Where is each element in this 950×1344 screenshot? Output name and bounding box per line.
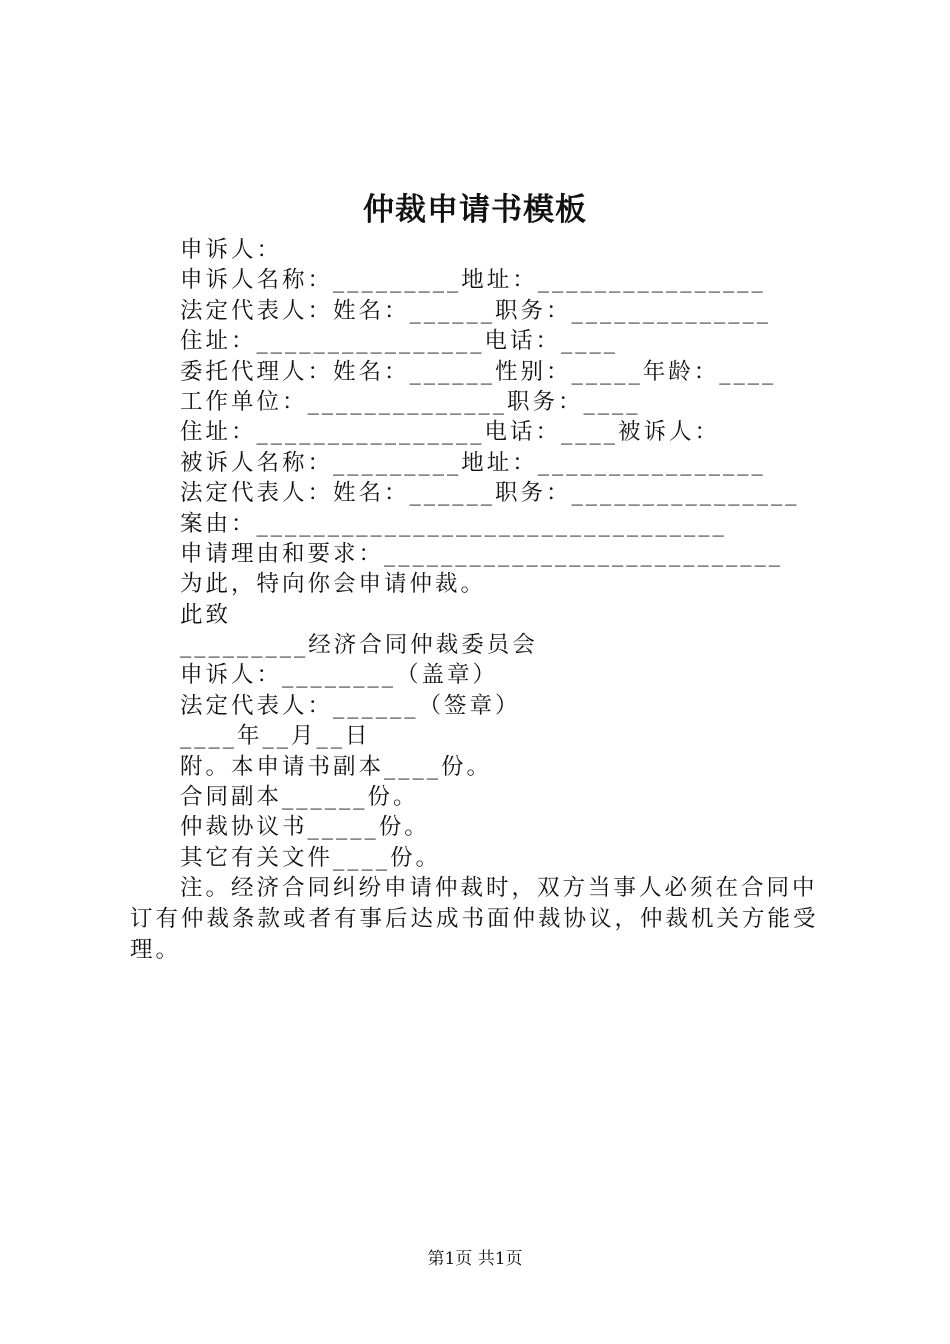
- legal-rep-signature-line: 法定代表人：______（签章）: [180, 692, 521, 719]
- page-footer: 第1页 共1页: [427, 1249, 523, 1269]
- respondent-legal-rep-line: 法定代表人：姓名：______职务：________________: [180, 480, 800, 507]
- request-statement: 为此，特向你会申请仲裁。: [180, 571, 487, 598]
- committee-line: _________经济合同仲裁委员会: [180, 632, 538, 659]
- complainant-legal-rep-line: 法定代表人：姓名：______职务：______________: [180, 297, 772, 324]
- complainant-name-line: 申诉人名称：_________地址：________________: [180, 267, 766, 294]
- document-body: [130, 235, 840, 966]
- agent-work-unit-line: 工作单位：______________职务：____: [180, 388, 641, 415]
- complainant-seal-line: 申诉人：________（盖章）: [180, 662, 499, 689]
- attachment-copies-line: 附。本申请书副本____份。: [180, 753, 493, 780]
- reasons-line: 申请理由和要求：____________________________: [180, 540, 784, 567]
- complainant-address-line: 住址：________________电话：____: [180, 328, 619, 355]
- contract-copies-line: 合同副本______份。: [180, 784, 419, 811]
- complainant-heading: 申诉人：: [180, 237, 283, 263]
- salutation: 此致: [180, 601, 232, 628]
- note-paragraph: 注。经济合同纠纷申请仲裁时，双方当事人必须在合同中订有仲裁条款或者有事后达成书面仲裁协议，仲裁机关方能受理。: [130, 875, 819, 964]
- other-documents-line: 其它有关文件____份。: [180, 844, 442, 871]
- case-cause-line: 案由：_________________________________: [180, 510, 727, 537]
- date-line: ____年__月__日: [180, 723, 371, 750]
- document-title: 仲裁申请书模板: [363, 192, 587, 228]
- agent-address-line: 住址：________________电话：____被诉人：: [180, 419, 721, 446]
- respondent-name-line: 被诉人名称：_________地址：________________: [180, 449, 766, 476]
- arbitration-agreement-line: 仲裁协议书_____份。: [180, 814, 430, 841]
- agent-line: 委托代理人：姓名：______性别：_____年龄：____: [180, 358, 777, 385]
